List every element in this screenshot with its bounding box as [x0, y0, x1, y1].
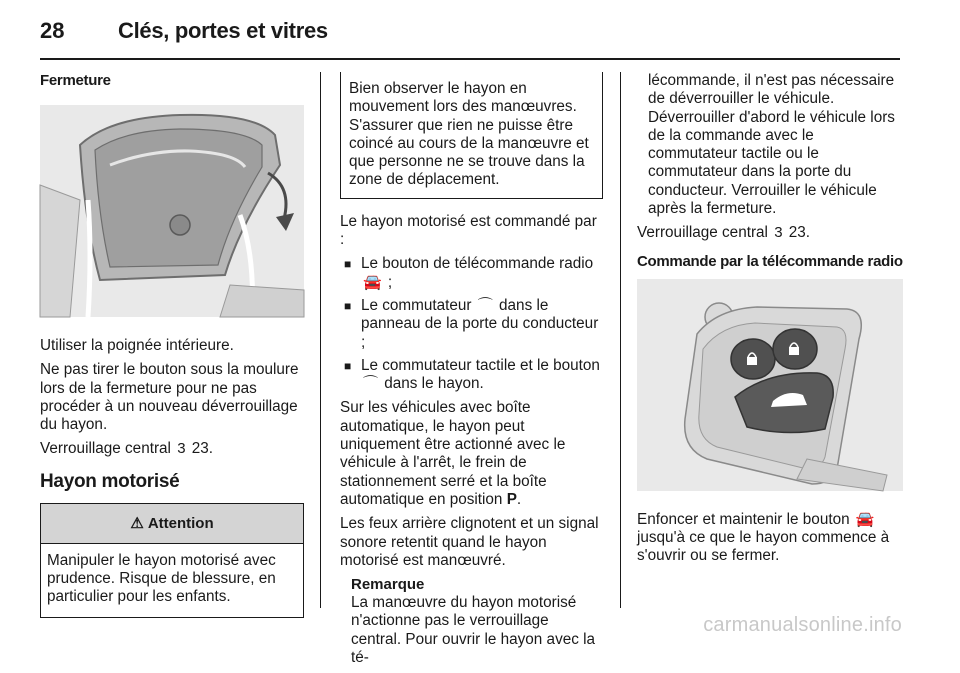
lights-signal-note: Les feux arrière clignotent et un signal sonore retentit quand le hayon motorisé est manœuvré. — [340, 515, 599, 569]
automatic-gearbox-note: Sur les véhicules avec boîte automatique, le hayon peut uniquement être actionné avec le véhicule à l'arrêt, le frein de stationnement serré et la boîte automatique en position P. — [340, 399, 566, 508]
attention-header — [41, 504, 303, 544]
column-divider — [320, 72, 321, 608]
attention-box — [40, 503, 304, 618]
warning-icon: ⚠ — [130, 515, 144, 533]
remark-block — [351, 576, 603, 667]
column-2 — [340, 72, 603, 673]
tailgate-switch-icon: ⌒ — [477, 296, 493, 314]
arrow-reference-icon: 3 — [774, 224, 783, 242]
cross-reference: Verrouillage central 3 23. — [637, 224, 811, 242]
remark-continued: lécommande, il n'est pas nécessaire de déverrouiller le véhicule. Déverrouiller d'abord le véhicule lors de la commande avec le commutateur tactile ou le commutateur dans la porte du conducteur. Verrouiller le véhicule après la fermeture. — [648, 72, 895, 218]
control-list — [340, 255, 603, 393]
column-1 — [40, 72, 304, 618]
page-number: 28 — [40, 18, 65, 43]
column-divider — [620, 72, 621, 608]
list-item: ■ Le commutateur tactile et le bouton ⌒ dans le hayon. — [340, 357, 603, 394]
final-instruction: Enfoncer et maintenir le bouton 🚘 jusqu'à ce que le hayon commence à s'ouvrir ou se fermer. — [637, 510, 890, 565]
column-3 — [637, 72, 903, 572]
page-header — [40, 18, 910, 62]
list-item: ■ Le commutateur ⌒ dans le panneau de la porte du conducteur ; — [340, 297, 603, 352]
instruction-moulding: Ne pas tirer le bouton sous la moulure lors de la fermeture pour ne pas procéder à un nouveau déverrouillage du hayon. — [40, 361, 299, 434]
subheading-remote-control: Commande par la télécommande radio — [637, 252, 903, 270]
list-item: ■ Le bouton de télécommande radio 🚘 ; — [340, 255, 603, 292]
header-rule — [40, 58, 900, 60]
tailgate-closing-illustration — [40, 105, 304, 317]
tailgate-icon — [40, 105, 304, 317]
key-fob-illustration — [637, 279, 903, 491]
car-remote-icon: 🚘 — [363, 273, 382, 291]
attention-title: Attention — [147, 514, 214, 532]
control-intro: Le hayon motorisé est commandé par : — [340, 212, 597, 249]
subheading-fermeture: Fermeture — [40, 72, 111, 89]
cross-reference: Verrouillage central 3 23. — [40, 440, 214, 458]
section-title-hayon-motorise: Hayon motorisé — [40, 470, 180, 492]
key-fob-icon — [637, 279, 903, 491]
remark-title: Remarque — [351, 576, 425, 594]
attention-box-continued: Bien observer le hayon en mouvement lors des manœuvres. S'assurer que rien ne puisse être coincé au cours de la manœuvre et que personne ne se trouve dans la zone de déplacement. — [340, 72, 603, 199]
car-remote-icon: 🚘 — [855, 510, 875, 528]
arrow-reference-icon: 3 — [177, 440, 186, 458]
remark-body: La manœuvre du hayon motorisé n'actionne pas le verrouillage central. Pour ouvrir le hayon avec la té- — [351, 594, 596, 667]
watermark-logo: carmanualsonline.info — [703, 614, 902, 636]
instruction-handle: Utiliser la poignée intérieure. — [40, 337, 234, 354]
tailgate-switch-icon: ⌒ — [363, 375, 379, 393]
attention-body: Manipuler le hayon motorisé avec prudence. Risque de blessure, en particulier pour les enfants. — [47, 551, 276, 606]
page-title: Clés, portes et vitres — [118, 18, 328, 43]
